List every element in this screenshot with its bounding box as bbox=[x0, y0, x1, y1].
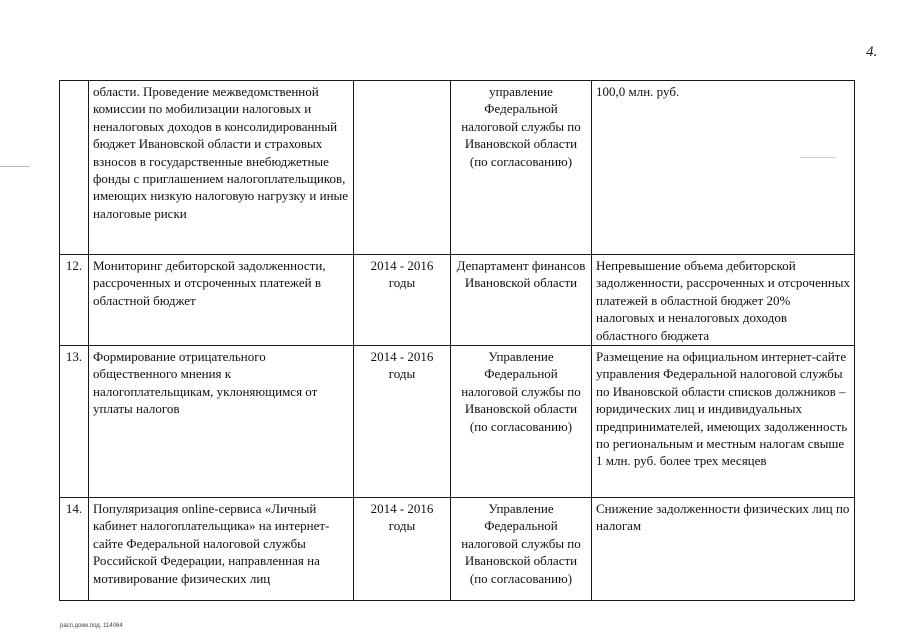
event-cell: области. Проведение межведомственной комиссии по мобилизации налоговых и неналоговых доходов в консолидированный бюджет Ивановской области и страховых взносов в государственные внебюджетные фонды с приглашением налогоплательщиков, имеющих низкую налоговую нагрузку и иные налоговые риски bbox=[89, 81, 354, 255]
row-number: 12. bbox=[60, 255, 89, 346]
executor-cell: Управление Федеральной налоговой службы по Ивановской области (по согласованию) bbox=[451, 346, 592, 498]
term-cell bbox=[354, 81, 451, 255]
term-cell: 2014 - 2016 годы bbox=[354, 255, 451, 346]
row-number: 13. bbox=[60, 346, 89, 498]
executor-cell: Департамент финансов Ивановской области bbox=[451, 255, 592, 346]
result-cell: Непревышение объема дебиторской задолженности, рассроченных и отсроченных платежей в областной бюджет 20% налоговых и неналоговых доходов областного бюджета bbox=[592, 255, 855, 346]
page-number: 4. bbox=[866, 44, 878, 60]
event-cell: Формирование отрицательного общественного мнения к налогоплательщикам, уклоняющимся от уплаты налогов bbox=[89, 346, 354, 498]
footer-doc-code: расп.докм.под. 114064 bbox=[60, 623, 123, 629]
table-row bbox=[60, 498, 855, 601]
table-row bbox=[60, 255, 855, 346]
executor-cell: Управление Федеральной налоговой службы по Ивановской области (по согласованию) bbox=[451, 498, 592, 601]
result-cell: Снижение задолженности физических лиц по налогам bbox=[592, 498, 855, 601]
term-cell: 2014 - 2016 годы bbox=[354, 498, 451, 601]
row-number bbox=[60, 81, 89, 255]
result-cell: Размещение на официальном интернет-сайте управления Федеральной налоговой службы по Ивановской области списков должников – юридических лиц и индивидуальных предпринимателей, имеющих задолженность по региональным и местным налогам свыше 1 млн. руб. более трех месяцев bbox=[592, 346, 855, 498]
event-cell: Мониторинг дебиторской задолженности, рассроченных и отсроченных платежей в областной бюджет bbox=[89, 255, 354, 346]
term-cell: 2014 - 2016 годы bbox=[354, 346, 451, 498]
row-number: 14. bbox=[60, 498, 89, 601]
table-row bbox=[60, 81, 855, 255]
executor-cell: управление Федеральной налоговой службы по Ивановской области (по согласованию) bbox=[451, 81, 592, 255]
result-cell: 100,0 млн. руб. bbox=[592, 81, 855, 255]
scan-artifact-left bbox=[0, 166, 30, 167]
measures-table bbox=[59, 80, 855, 601]
table-row bbox=[60, 346, 855, 498]
event-cell: Популяризация online-сервиса «Личный кабинет налогоплательщика» на интернет-сайте Федеральной налоговой службы Российской Федерации, направленная на мотивирование физических лиц bbox=[89, 498, 354, 601]
